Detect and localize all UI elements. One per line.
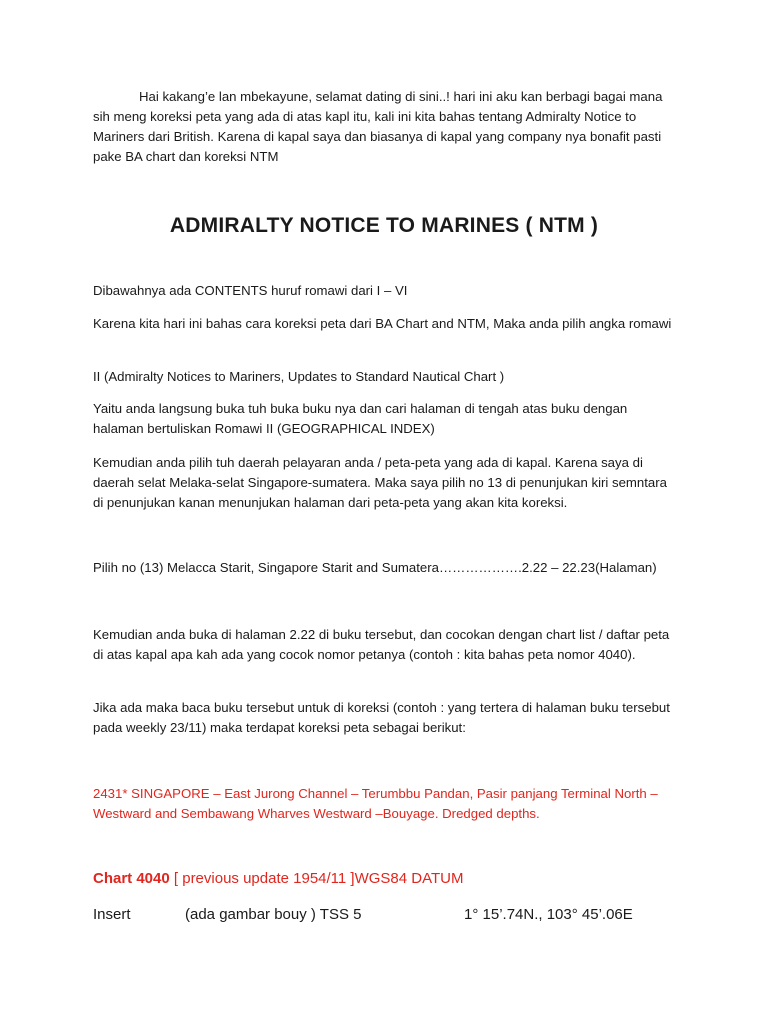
chart-number: Chart 4040 — [93, 870, 170, 887]
paragraph-section-ii: II (Admiralty Notices to Mariners, Updates to Standard Nautical Chart ) — [93, 369, 505, 384]
insert-label: Insert — [93, 906, 131, 923]
chart-update-info: [ previous update 1954/11 ]WGS84 DATUM — [169, 870, 464, 887]
insert-description: (ada gambar bouy ) TSS 5 — [185, 906, 362, 923]
paragraph-open-book: Yaitu anda langsung buka tuh buka buku nya dan cari halaman di tengah atas buku dengan halaman bertuliskan Romawi II (GEOGRAPHICAL INDEX) — [93, 401, 628, 436]
insert-coordinates: 1° 15’.74N., 103° 45’.06E — [464, 906, 633, 923]
paragraph-open-page: Kemudian anda buka di halaman 2.22 di buku tersebut, dan cocokan dengan chart list / daftar peta di atas kapal apa kah ada yang cocok nomor petanya (contoh : kita bahas peta nomor 4040). — [93, 627, 670, 662]
paragraph-read-book: Jika ada maka baca buku tersebut untuk di koreksi (contoh : yang tertera di halaman buku tersebut pada weekly 23/11) maka terdapat koreksi peta sebagai berikut: — [93, 700, 670, 735]
paragraph-choose-13: Pilih no (13) Melacca Starit, Singapore Starit and Sumatera……………….2.22 – 22.23(Halaman) — [93, 560, 657, 575]
notice-2431: 2431* SINGAPORE – East Jurong Channel – Terumbbu Pandan, Pasir panjang Terminal North – Westward and Sembawang Wharves Westward –Bouyage. Dredged depths. — [93, 786, 658, 821]
page-title: ADMIRALTY NOTICE TO MARINES ( NTM ) — [169, 214, 599, 237]
chart-line — [93, 868, 673, 890]
paragraph-choose-roman: Karena kita hari ini bahas cara koreksi peta dari BA Chart and NTM, Maka anda pilih angka romawi — [93, 316, 672, 331]
paragraph-choose-area: Kemudian anda pilih tuh daerah pelayaran anda / peta-peta yang ada di kapal. Karena saya di daerah selat Melaka-selat Singapore-sumatera. Maka saya pilih no 13 di penunjukan kiri semntara di penunjukan kanan menunjukan halaman dari peta-peta yang akan kita koreksi. — [93, 455, 667, 510]
paragraph-contents: Dibawahnya ada CONTENTS huruf romawi dari I – VI — [93, 283, 408, 298]
intro-paragraph: Hai kakang’e lan mbekayune, selamat dating di sini..! hari ini aku kan berbagi bagai mana sih meng koreksi peta yang ada di atas kapl itu, kali ini kita bahas tentang Admiralty Notice to Mariners dari British. Karena di kapal saya dan biasanya di kapal yang company nya bonafit pasti pake BA chart dan koreksi NTM — [93, 89, 663, 164]
